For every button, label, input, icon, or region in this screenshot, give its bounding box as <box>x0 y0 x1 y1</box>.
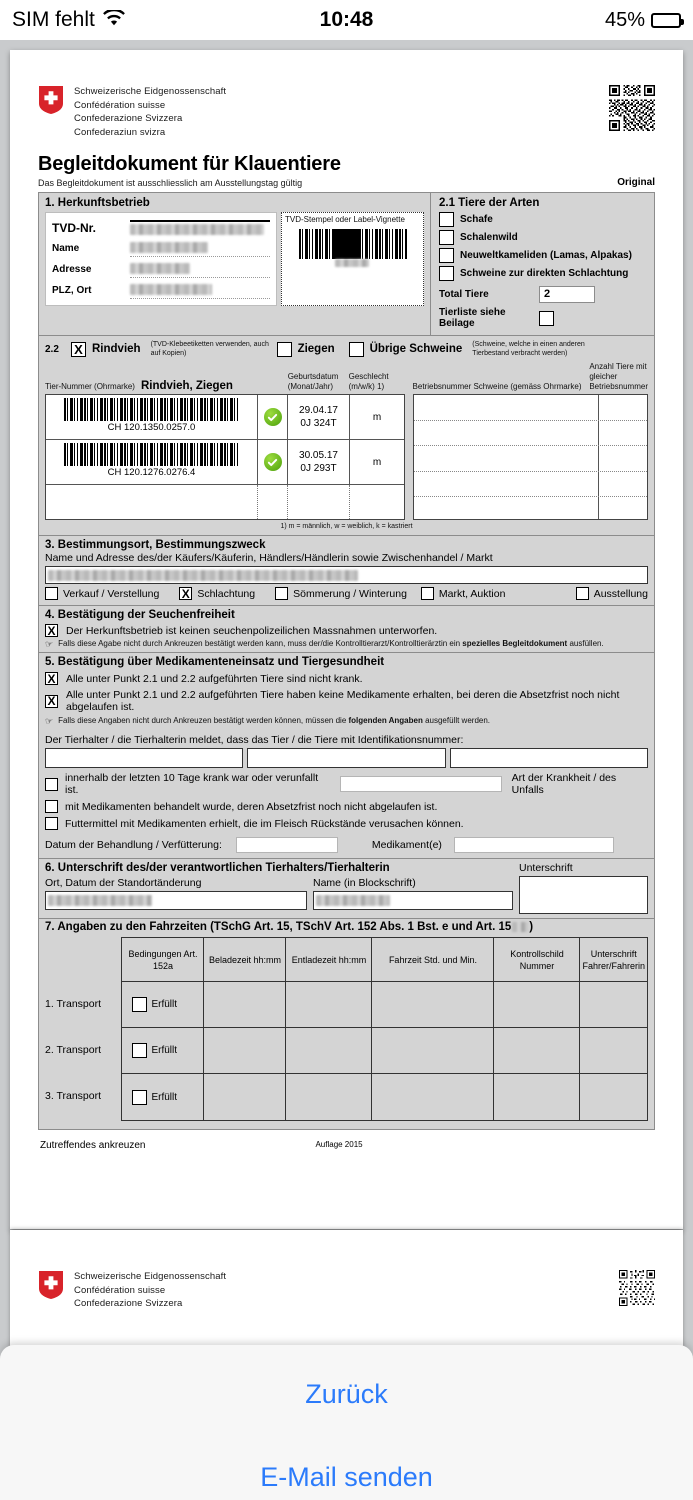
plz-ort-row[interactable] <box>52 280 270 301</box>
qr-code-icon <box>609 85 655 131</box>
transport-row-labels <box>45 937 121 1121</box>
section-5-statement-1-row[interactable] <box>45 672 648 685</box>
footer-edition: Auflage 2015 <box>315 1140 363 1150</box>
header-rindvieh-ziegen: Rindvieh, Ziegen <box>140 380 233 392</box>
checkbox-ziegen-label: Ziegen <box>297 343 335 355</box>
table-row[interactable] <box>414 395 647 421</box>
total-tiere-value[interactable]: 2 <box>539 286 595 303</box>
checkbox-neuweltkameliden-label: Neuweltkameliden (Lamas, Alpakas) <box>460 250 632 261</box>
authority-line-it: Confederazione Svizzera <box>74 113 183 124</box>
tvd-nr-label: TVD-Nr. <box>52 220 97 235</box>
transport-1-condition[interactable] <box>122 982 204 1027</box>
column-entladezeit: Entladezeit hh:mm <box>286 938 372 981</box>
checkbox-futtermittel[interactable] <box>45 817 58 830</box>
animal-2-age: 0J 293T <box>300 463 337 474</box>
transport-2-load[interactable] <box>204 1028 286 1073</box>
status-left <box>12 8 125 32</box>
table-row[interactable] <box>122 1074 647 1120</box>
qr-code-container <box>609 85 655 136</box>
checkbox-schweine-schlachtung-label: Schweine zur direkten Schlachtung <box>460 268 629 279</box>
transport-1-condition-label: Erfüllt <box>151 999 178 1011</box>
section-7-heading-redacted <box>512 922 528 932</box>
declaration-intro: Der Tierhalter / die Tierhalterin meldet, dass das Tier / die Tiere mit Identifikationsnummer: <box>45 734 464 747</box>
section-3-bestimmungsort <box>38 536 655 606</box>
total-tiere-row[interactable] <box>439 286 648 303</box>
checkbox-schafe-label: Schafe <box>460 214 493 225</box>
tvd-stamp-label: TVD-Stempel oder Label-Vignette <box>285 215 405 224</box>
checkbox-tierliste-beilage[interactable] <box>539 311 554 326</box>
section-5-medikamente <box>38 653 655 859</box>
tvd-nr-row[interactable] <box>52 217 270 238</box>
place-date-group <box>45 877 307 910</box>
animal-2-earmark-cell <box>46 440 258 484</box>
swiss-coat-of-arms-icon <box>38 1270 64 1298</box>
checkbox-soemmerung[interactable] <box>275 587 288 600</box>
column-fahrzeit: Fahrzeit Std. und Min. <box>372 938 494 981</box>
section-5-note <box>45 716 648 727</box>
krankheit-input[interactable] <box>340 776 501 792</box>
email-send-button[interactable]: E-Mail senden <box>260 1462 433 1492</box>
animal-table-headers <box>45 362 648 392</box>
section-22-number: 2.2 <box>45 343 59 355</box>
transport-2-label: 2. Transport <box>45 1044 102 1057</box>
transport-1-duration[interactable] <box>372 982 494 1027</box>
section-4-heading: 4. Bestätigung der Seuchenfreiheit <box>45 609 235 622</box>
transport-3-condition-label: Erfüllt <box>151 1091 178 1103</box>
section-7-heading: 7. Angaben zu den Fahrzeiten (TSchG Art. 15, TSchV Art. 152 Abs. 1 Bst. e und Art. 15 <box>45 921 512 934</box>
section-5-note-pre: Falls diese Angaben nicht durch Ankreuzen bestätigt werden können, müssen die <box>58 716 349 726</box>
name-row[interactable] <box>52 238 270 259</box>
section-4-note-pre: Falls diese Agabe nicht durch Ankreuzen bestätigt werden kann, muss der/die Kontrolltierarzt/Kontrolltierärztin ein <box>58 639 463 649</box>
transport-2-signature[interactable] <box>580 1028 647 1073</box>
adresse-value-redacted <box>130 263 190 274</box>
checkbox-uebrige-schweine-label: Übrige Schweine <box>369 343 463 355</box>
animal-1-earmark-cell <box>46 395 258 439</box>
checkbox-rindvieh-label: Rindvieh <box>92 343 141 355</box>
section-4-note-post: ausfüllen. <box>567 639 604 649</box>
treatment-row <box>45 837 648 853</box>
header-anzahl-tiere: Anzahl Tiere mit gleicher Betriebsnummer <box>589 362 648 391</box>
adresse-label: Adresse <box>52 264 92 275</box>
document-viewport[interactable] <box>0 40 693 1500</box>
header-tiernummer: Tier-Nummer (Ohrmarke) <box>45 382 135 391</box>
checkbox-schafe-box[interactable] <box>439 212 454 227</box>
transport-3-duration[interactable] <box>372 1074 494 1120</box>
condition-1-label: innerhalb der letzten 10 Tage krank war oder verunfallt ist. <box>65 772 319 797</box>
name-block-field[interactable] <box>313 891 513 910</box>
condition-1-trailing-label: Art der Krankheit / des Unfalls <box>511 772 617 797</box>
signature-field[interactable] <box>519 876 648 914</box>
section-21-heading: 2.1 Tiere der Arten <box>439 197 540 209</box>
transport-3-plate[interactable] <box>494 1074 580 1120</box>
column-bedingungen: Bedingungen Art. 152a <box>122 938 204 981</box>
check-circle-icon <box>264 408 282 426</box>
table-row[interactable] <box>414 497 647 519</box>
name-block-value-redacted <box>316 895 390 906</box>
clock-label: 10:48 <box>319 8 374 31</box>
checkbox-markt-auktion-label: Markt, Auktion <box>438 587 506 600</box>
section-3-subheading: Name und Adresse des/der Käufers/Käuferin, Händlers/Händlerin sowie Zwischenhandel / Markt <box>45 552 493 565</box>
checkbox-verkauf-label: Verkauf / Verstellung <box>63 587 160 600</box>
name-block-group <box>313 877 513 910</box>
footer-left-text: Zutreffendes ankreuzen <box>40 1140 146 1152</box>
section-5-statement-2: Alle unter Punkt 2.1 und 2.2 aufgeführten Tiere haben keine Medikamente erhalten, bei deren die Absetzfrist noch nicht abgelaufen ist. <box>66 689 620 714</box>
tvd-stamp-number-redacted <box>335 259 369 267</box>
section-7-fahrzeiten <box>38 919 655 1130</box>
tvd-stamp-box[interactable] <box>281 212 424 306</box>
animal-2-sex: m <box>372 456 382 468</box>
tvd-nr-value-redacted <box>130 224 264 235</box>
transport-1-load[interactable] <box>204 982 286 1027</box>
transport-2-condition-label: Erfüllt <box>151 1045 178 1057</box>
section-4-note-bold: spezielles Begleitdokument <box>462 639 568 649</box>
table-row[interactable] <box>414 421 647 447</box>
section-22 <box>38 336 655 536</box>
table-row[interactable] <box>122 982 647 1028</box>
section-1-and-21 <box>38 192 655 336</box>
herkunftsbetrieb-fields[interactable] <box>45 212 277 306</box>
tierliste-beilage-label: Tierliste siehe Beilage <box>439 307 506 329</box>
transport-2-plate[interactable] <box>494 1028 580 1073</box>
transport-table[interactable] <box>45 937 648 1121</box>
checkbox-ziegen[interactable] <box>277 342 292 357</box>
medication-label: Medikament(e) <box>371 839 442 852</box>
name-block-label: Name (in Blockschrift) <box>313 877 416 890</box>
transport-1-unload[interactable] <box>286 982 372 1027</box>
transport-3-condition[interactable] <box>122 1074 204 1120</box>
place-date-value-redacted <box>48 895 152 906</box>
page-subtitle: Das Begleitdokument ist ausschliesslich am Ausstellungstag gültig <box>38 178 303 188</box>
document-footer <box>38 1140 655 1151</box>
transport-1-signature[interactable] <box>580 982 647 1027</box>
transport-2-duration[interactable] <box>372 1028 494 1073</box>
condition-3-label: Futtermittel mit Medikamenten erhielt, die im Fleisch Rückstände verusachen können. <box>65 817 464 830</box>
place-date-label: Ort, Datum der Standortänderung <box>45 877 202 890</box>
section-5-statement-2-row[interactable] <box>45 689 648 713</box>
checkbox-schalenwild[interactable] <box>439 230 648 245</box>
table-row[interactable] <box>46 485 404 519</box>
section-4-statement-row[interactable] <box>45 624 648 637</box>
treatment-date-label: Datum der Behandlung / Verfütterung: <box>45 839 222 852</box>
checkbox-tiere-nicht-krank[interactable]: X <box>45 672 58 685</box>
id-field-2[interactable] <box>247 748 445 768</box>
condition-2-label: mit Medikamenten behandelt wurde, deren Absetzfrist noch nicht abgelaufen ist. <box>65 800 438 813</box>
sex-footnote: 1) m = männlich, w = weiblich, k = kastriert <box>280 523 413 531</box>
plz-ort-value-redacted <box>130 284 212 295</box>
authority-lines <box>74 85 226 139</box>
transport-table-header <box>122 938 647 982</box>
transport-3-signature[interactable] <box>580 1074 647 1120</box>
authority-line-fr: Confédération suisse <box>74 99 166 111</box>
animal-2-birthdate-cell <box>288 440 350 484</box>
section-21-tierarten <box>431 193 654 335</box>
section-4-note <box>45 639 648 650</box>
transport-3-unload[interactable] <box>286 1074 372 1120</box>
treatment-date-input[interactable] <box>236 837 338 853</box>
checkbox-ausstellung[interactable] <box>576 587 589 600</box>
signature-group <box>519 862 648 914</box>
checkbox-transport-3-erfuellt[interactable] <box>132 1090 147 1105</box>
animal-1-birthdate-cell <box>288 395 350 439</box>
checkbox-seuchenfreiheit[interactable]: X <box>45 624 58 637</box>
page-title: Begleitdokument für Klauentiere <box>38 153 341 175</box>
section-5-note-bold: folgenden Angaben <box>348 716 423 726</box>
animal-table[interactable] <box>45 394 405 520</box>
checkbox-soemmerung-label: Sömmerung / Winterung <box>293 587 407 600</box>
signature-label: Unterschrift <box>519 862 573 875</box>
transport-3-load[interactable] <box>204 1074 286 1120</box>
name-value-redacted <box>130 242 208 253</box>
checkbox-schalenwild-label: Schalenwild <box>460 232 518 243</box>
document-page-1[interactable] <box>10 50 683 1229</box>
transport-2-unload[interactable] <box>286 1028 372 1073</box>
hand-pointer-icon: ☞ <box>45 716 54 727</box>
plz-ort-label: PLZ, Ort <box>52 285 92 296</box>
section-22-options <box>45 340 648 358</box>
section-5-heading: 5. Bestätigung über Medikamenteneinsatz und Tiergesundheit <box>45 656 385 669</box>
total-tiere-label: Total Tiere <box>439 289 489 300</box>
uebrige-schweine-note: (Schweine, welche in einen anderen Tierbestand verbracht werden) <box>472 341 585 357</box>
section-4-statement: Der Herkunftsbetrieb ist keinen seuchenpolizeilichen Massnahmen unterworfen. <box>66 624 438 637</box>
checkbox-medikamente-absetzfrist[interactable] <box>45 800 58 813</box>
section-3-heading: 3. Bestimmungsort, Bestimmungszweck <box>45 539 266 552</box>
page2-qr-code-container <box>619 1270 655 1311</box>
check-circle-icon <box>264 453 282 471</box>
checkbox-neuweltkameliden[interactable] <box>439 248 648 263</box>
animal-1-verified <box>258 395 288 439</box>
checkbox-schafe[interactable] <box>439 212 648 227</box>
qr-code-icon <box>619 1270 655 1306</box>
checkbox-markt-auktion[interactable] <box>421 587 434 600</box>
animal-1-earmark: CH 120.1350.0257.0 <box>107 422 196 433</box>
back-button[interactable]: Zurück <box>305 1379 388 1409</box>
transport-1-label: 1. Transport <box>45 998 102 1011</box>
adresse-row[interactable] <box>52 259 270 280</box>
header-geburtsdatum: Geburtsdatum (Monat/Jahr) <box>287 372 339 391</box>
medication-input[interactable] <box>454 837 614 853</box>
checkbox-rindvieh[interactable]: X <box>71 342 86 357</box>
section-5-statement-1: Alle unter Punkt 2.1 und 2.2 aufgeführten Tiere sind nicht krank. <box>66 672 363 685</box>
animal-1-age: 0J 324T <box>300 418 337 429</box>
section-1-heading: 1. Herkunftsbetrieb <box>45 197 150 209</box>
wifi-icon <box>103 8 125 32</box>
id-field-1[interactable] <box>45 748 243 768</box>
hand-pointer-icon: ☞ <box>45 639 54 650</box>
status-right <box>605 9 681 32</box>
tvd-stamp-barcode <box>299 229 407 259</box>
action-sheet <box>0 1345 693 1500</box>
authority-line-de: Schweizerische Eidgenossenschaft <box>74 86 227 97</box>
authority-header <box>38 85 655 139</box>
section-4-seuchenfreiheit <box>38 606 655 653</box>
checkbox-ausstellung-label: Ausstellung <box>593 587 648 600</box>
animal-1-sex: m <box>372 411 382 423</box>
tierliste-beilage-row[interactable] <box>439 307 648 329</box>
original-label: Original <box>617 177 655 188</box>
pig-farm-table[interactable] <box>413 394 648 520</box>
section-6-heading: 6. Unterschrift des/der verantwortlichen Tierhalters/Tierhalterin <box>45 862 390 875</box>
transport-2-condition[interactable] <box>122 1028 204 1073</box>
authority-line-rm: Confederaziun svizra <box>74 126 166 138</box>
section-6-unterschrift <box>38 859 655 919</box>
condition-row-3[interactable] <box>45 817 648 830</box>
section-5-note-post: ausgefüllt werden. <box>422 716 491 726</box>
header-geschlecht: Geschlecht (m/w/k) 1) <box>348 372 389 391</box>
animal-2-birthdate: 30.05.17 <box>299 450 338 461</box>
header-betriebsnummer-schweine: Betriebsnummer Schweine (gemäss Ohrmarke) <box>412 382 582 391</box>
name-label: Name <box>52 243 80 254</box>
checkbox-neuweltkameliden-box[interactable] <box>439 248 454 263</box>
animal-tables <box>45 394 648 520</box>
checkbox-transport-2-erfuellt[interactable] <box>132 1043 147 1058</box>
column-beladezeit: Beladezeit hh:mm <box>204 938 286 981</box>
place-date-field[interactable] <box>45 891 307 910</box>
transport-3-label: 3. Transport <box>45 1090 102 1103</box>
id-field-3[interactable] <box>450 748 648 768</box>
condition-row-2[interactable] <box>45 800 648 813</box>
swiss-coat-of-arms-icon <box>38 85 64 113</box>
table-row[interactable] <box>46 395 404 440</box>
checkbox-schlachtung-label: Schlachtung <box>197 587 256 600</box>
animal-2-verified <box>258 440 288 484</box>
section-3-purposes <box>45 587 648 600</box>
checkbox-schlachtung[interactable]: X <box>179 587 192 600</box>
carrier-label: SIM fehlt <box>12 8 95 31</box>
section-1-herkunftsbetrieb <box>39 193 431 335</box>
transport-1-plate[interactable] <box>494 982 580 1027</box>
page2-authority-line-it: Confederazione Svizzera <box>74 1298 183 1309</box>
checkbox-keine-medikamente[interactable]: X <box>45 695 58 708</box>
checkbox-krank-verunfallt[interactable] <box>45 778 58 791</box>
checkbox-uebrige-schweine[interactable] <box>349 342 364 357</box>
animal-2-earmark: CH 120.1276.0276.4 <box>107 467 196 478</box>
page2-authority-lines <box>74 1270 226 1311</box>
status-bar <box>0 0 693 40</box>
battery-percent-label: 45% <box>604 8 645 31</box>
section-7-heading-tail: ) <box>529 921 534 934</box>
rindvieh-note: (TVD-Klebeetiketten verwenden, auch auf Kopien) <box>150 341 269 357</box>
buyer-address-field[interactable] <box>45 566 648 584</box>
checkbox-schweine-schlachtung[interactable] <box>439 266 648 281</box>
id-number-fields <box>45 748 648 768</box>
table-row[interactable] <box>46 440 404 485</box>
condition-row-1[interactable] <box>45 772 648 796</box>
page2-authority-header <box>38 1270 655 1311</box>
buyer-address-redacted <box>48 570 358 581</box>
page2-authority-line-fr: Confédération suisse <box>74 1284 166 1296</box>
table-row[interactable] <box>414 446 647 472</box>
checkbox-schalenwild-box[interactable] <box>439 230 454 245</box>
battery-icon <box>651 13 681 28</box>
checkbox-schweine-schlachtung-box[interactable] <box>439 266 454 281</box>
checkbox-transport-1-erfuellt[interactable] <box>132 997 147 1012</box>
table-row[interactable] <box>122 1028 647 1074</box>
column-unterschrift-fahrer: Unterschrift Fahrer/Fahrerin <box>582 948 645 971</box>
page2-authority-line-de: Schweizerische Eidgenossenschaft <box>74 1271 227 1282</box>
checkbox-verkauf[interactable] <box>45 587 58 600</box>
animal-1-birthdate: 29.04.17 <box>299 405 338 416</box>
table-row[interactable] <box>414 472 647 498</box>
column-kontrollschild: Kontrollschild Nummer <box>494 938 580 981</box>
